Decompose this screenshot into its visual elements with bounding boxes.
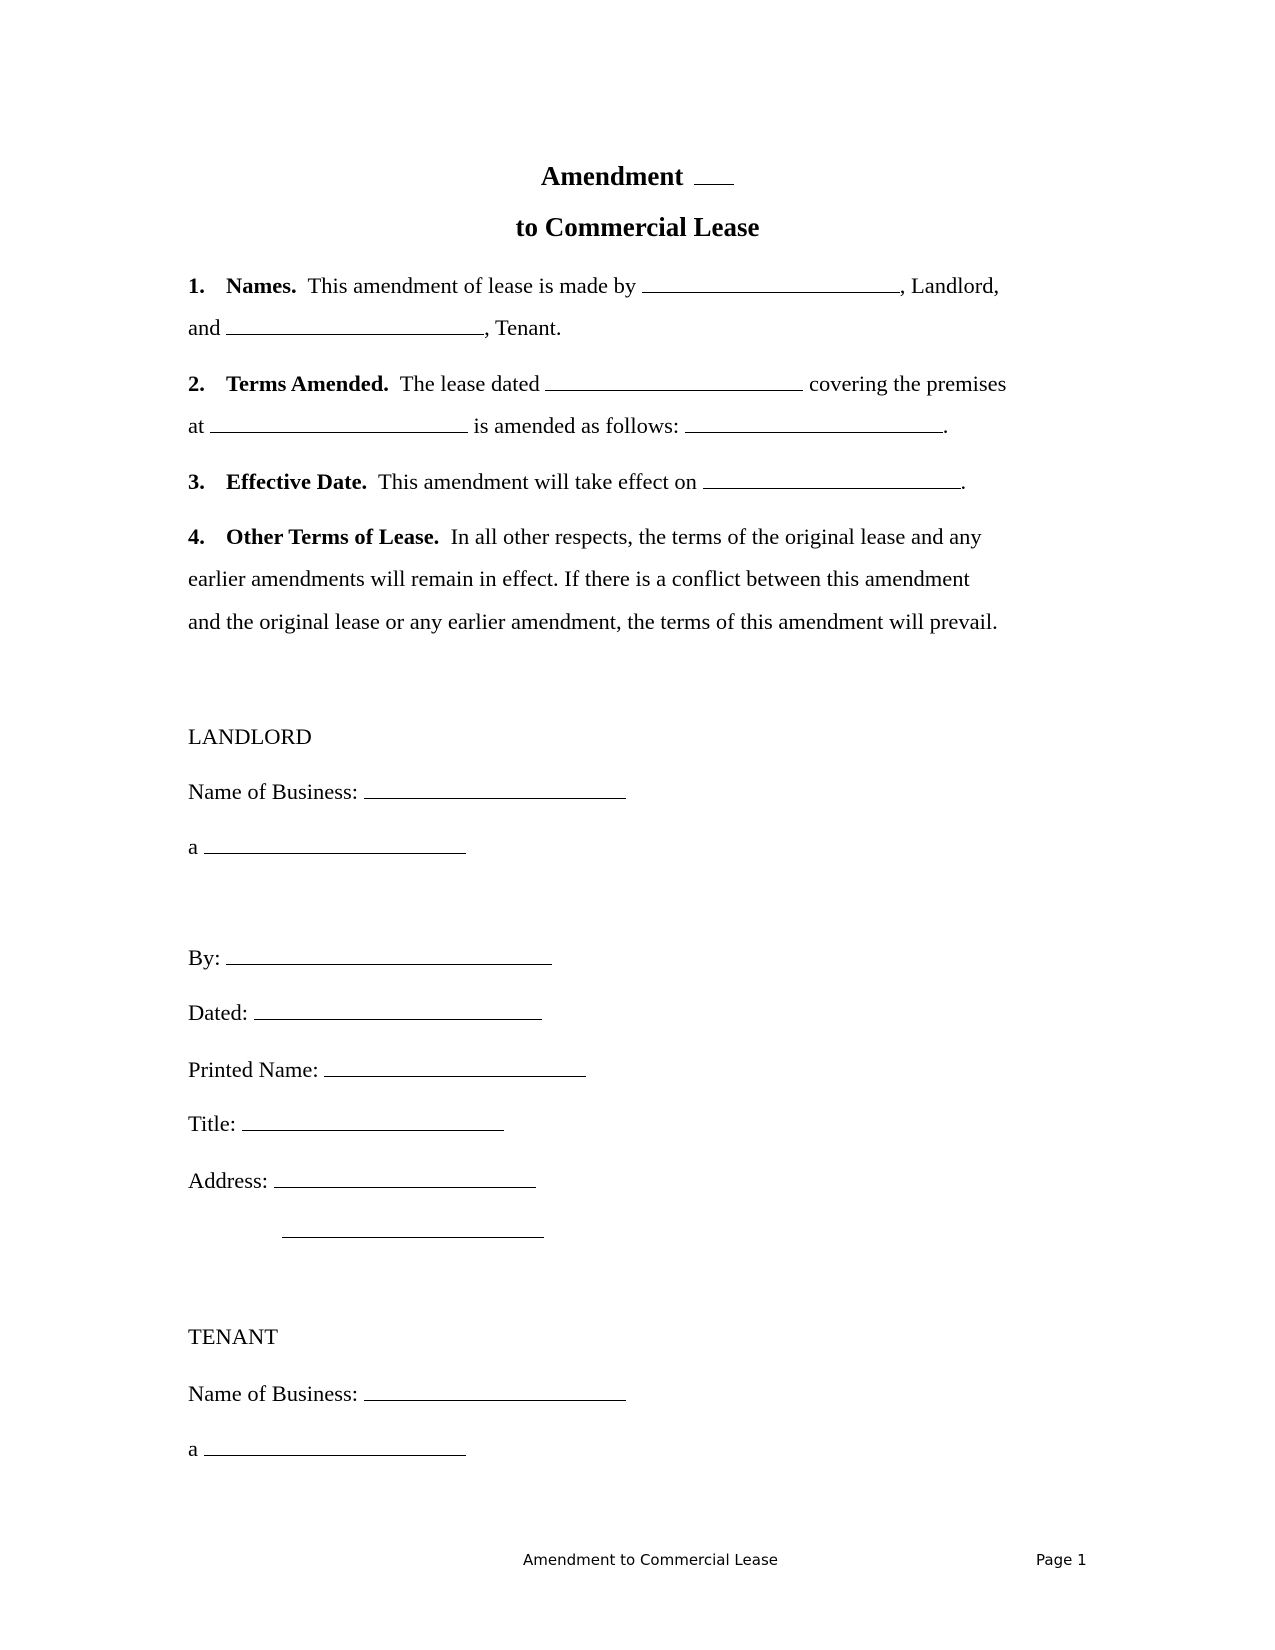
field-label: a — [188, 834, 198, 859]
section-text: at — [188, 413, 205, 438]
field-label: a — [188, 1436, 198, 1461]
footer-page-number: Page 1 — [1036, 1551, 1087, 1569]
section-number: 4. — [188, 524, 205, 549]
effective-date-field[interactable] — [703, 470, 961, 489]
section-number: 1. — [188, 273, 205, 298]
landlord-printed-name-field[interactable] — [324, 1058, 586, 1077]
document-title-line2: to Commercial Lease — [515, 212, 760, 242]
field-label: By: — [188, 945, 221, 970]
tenant-name-field[interactable] — [226, 316, 484, 335]
landlord-by-row — [188, 946, 552, 970]
section-text: In all other respects, the terms of the original lease and any — [450, 524, 982, 549]
landlord-dated-row — [188, 1001, 542, 1025]
landlord-business-name-row — [188, 780, 626, 804]
tenant-heading: TENANT — [188, 1324, 278, 1349]
lease-date-field[interactable] — [545, 372, 803, 391]
section-number: 3. — [188, 469, 205, 494]
amendment-terms-field[interactable] — [685, 414, 943, 433]
field-label: Title: — [188, 1111, 236, 1136]
landlord-title-row — [188, 1112, 504, 1136]
premises-address-field[interactable] — [210, 414, 468, 433]
section-4-line-2: earlier amendments will remain in effect. If there is a conflict between this amendment — [188, 566, 970, 591]
section-text: . — [942, 413, 949, 438]
title-text: Amendment — [540, 161, 684, 191]
section-text: and — [188, 315, 221, 340]
landlord-printed-name-row — [188, 1058, 586, 1082]
section-3-line-1 — [188, 470, 966, 494]
section-text: covering the premises — [808, 371, 1007, 396]
landlord-address-field-2[interactable] — [282, 1219, 544, 1238]
tenant-business-name-field[interactable] — [364, 1382, 626, 1401]
tenant-entity-type-field[interactable] — [204, 1437, 466, 1456]
section-number: 2. — [188, 371, 205, 396]
section-2-line-1 — [188, 372, 1006, 396]
document-title-line1 — [0, 163, 1275, 190]
landlord-entity-type-field[interactable] — [204, 835, 466, 854]
section-4-line-1 — [188, 526, 982, 549]
landlord-title-field[interactable] — [242, 1112, 504, 1131]
field-label: Printed Name: — [188, 1057, 319, 1082]
field-label: Name of Business: — [188, 1381, 358, 1406]
landlord-heading: LANDLORD — [188, 724, 312, 749]
section-heading: Names. — [226, 273, 297, 298]
section-2-line-2 — [188, 414, 948, 438]
footer-document-name: Amendment to Commercial Lease — [523, 1551, 778, 1569]
field-label: Name of Business: — [188, 779, 358, 804]
section-text: , Tenant. — [484, 315, 562, 340]
landlord-address-row — [188, 1169, 536, 1193]
section-heading: Effective Date. — [226, 469, 368, 494]
landlord-address-row-2 — [282, 1219, 544, 1243]
section-text: is amended as follows: — [473, 413, 680, 438]
section-text: . — [960, 469, 967, 494]
landlord-business-name-field[interactable] — [364, 780, 626, 799]
section-text: The lease dated — [399, 371, 540, 396]
tenant-entity-type-row — [188, 1437, 466, 1461]
field-label: Address: — [188, 1168, 268, 1193]
section-heading: Other Terms of Lease. — [226, 524, 440, 549]
section-text: This amendment of lease is made by — [307, 273, 637, 298]
section-text: This amendment will take effect on — [378, 469, 697, 494]
section-1-line-2 — [188, 316, 562, 340]
landlord-signature-field[interactable] — [226, 946, 552, 965]
section-heading: Terms Amended. — [226, 371, 389, 396]
section-4-line-3: and the original lease or any earlier amendment, the terms of this amendment will prevail. — [188, 609, 998, 634]
section-1-line-1 — [188, 274, 999, 298]
landlord-address-field-1[interactable] — [274, 1169, 536, 1188]
amendment-number-field[interactable] — [694, 164, 734, 185]
landlord-entity-type-row — [188, 835, 466, 859]
field-label: Dated: — [188, 1000, 248, 1025]
tenant-business-name-row — [188, 1382, 626, 1406]
section-text: , Landlord, — [899, 273, 1000, 298]
landlord-name-field[interactable] — [642, 274, 900, 293]
landlord-dated-field[interactable] — [254, 1001, 542, 1020]
